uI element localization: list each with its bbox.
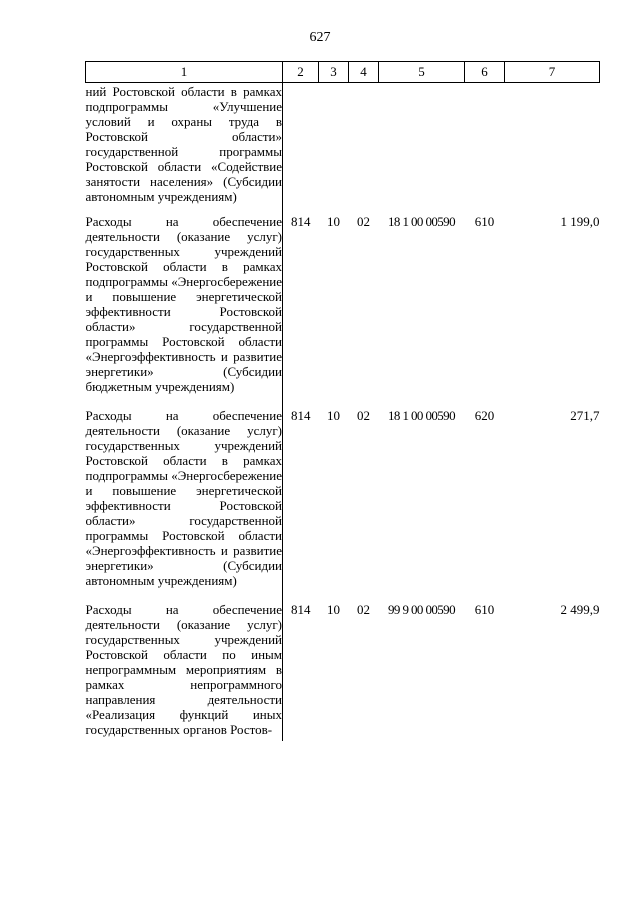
row-expense-type: 610	[474, 214, 495, 229]
budget-table	[85, 61, 600, 741]
row-target-item	[379, 83, 465, 205]
row-ministry: 814	[291, 408, 311, 423]
row-amount: 1 199,0	[560, 214, 600, 229]
table-row	[86, 204, 600, 398]
row-section: 10	[327, 602, 340, 617]
header-row	[86, 62, 600, 83]
column-header-5: 5	[379, 62, 465, 83]
row-ministry: 814	[291, 214, 311, 229]
row-amount: 271,7	[570, 408, 600, 423]
row-expense-type: 610	[474, 602, 495, 617]
column-header-3: 3	[319, 62, 349, 83]
row-subsection: 02	[357, 602, 370, 617]
row-expense-type	[465, 83, 505, 205]
column-header-6: 6	[465, 62, 505, 83]
page-number: 627	[309, 30, 331, 45]
row-section: 10	[327, 214, 340, 229]
row-subsection: 02	[357, 214, 370, 229]
row-ministry: 814	[291, 602, 311, 617]
table-row	[86, 398, 600, 592]
row-subsection	[349, 83, 379, 205]
column-header-1: 1	[86, 62, 283, 83]
row-description: Расходы на обеспечение деятельности (оказание услуг) государственных учреждений Ростовской области по иным непрограммным мероприятиям в рамках непрограммного направления деятельности «Реализация функций иных государственных органов Ростов-	[86, 592, 283, 741]
row-subsection: 02	[357, 408, 370, 423]
row-target-item: 99 9 00 00590	[388, 602, 455, 617]
row-description: Расходы на обеспечение деятельности (оказание услуг) государственных учреждений Ростовской области в рамках подпрограммы «Энергосбережение и повышение энергетической эффективности Ростовской области» государственной программы Ростовской области «Энергоэффективность и развитие энергетики» (Субсидии автономным учреждениям)	[86, 398, 283, 592]
row-amount: 2 499,9	[560, 602, 600, 617]
column-header-7: 7	[505, 62, 600, 83]
column-header-4: 4	[349, 62, 379, 83]
table-row	[86, 83, 600, 205]
row-section: 10	[327, 408, 340, 423]
row-amount	[505, 83, 600, 205]
column-header-2: 2	[283, 62, 319, 83]
row-description: Расходы на обеспечение деятельности (оказание услуг) государственных учреждений Ростовской области в рамках подпрограммы «Энергосбережение и повышение энергетической эффективности Ростовской области» государственной программы Ростовской области «Энергоэффективность и развитие энергетики» (Субсидии бюджетным учреждениям)	[86, 204, 283, 398]
row-description: ний Ростовской области в рамках подпрограммы «Улучшение условий и охраны труда в Ростовской области» государственной программы Ростовской области «Содействие занятости населения» (Субсидии автономным учреждениям)	[85, 84, 282, 204]
table-row	[86, 592, 600, 741]
row-section	[319, 83, 349, 205]
row-expense-type: 620	[474, 408, 495, 423]
row-ministry	[283, 83, 319, 205]
row-target-item: 18 1 00 00590	[388, 214, 455, 229]
row-target-item: 18 1 00 00590	[388, 408, 455, 423]
